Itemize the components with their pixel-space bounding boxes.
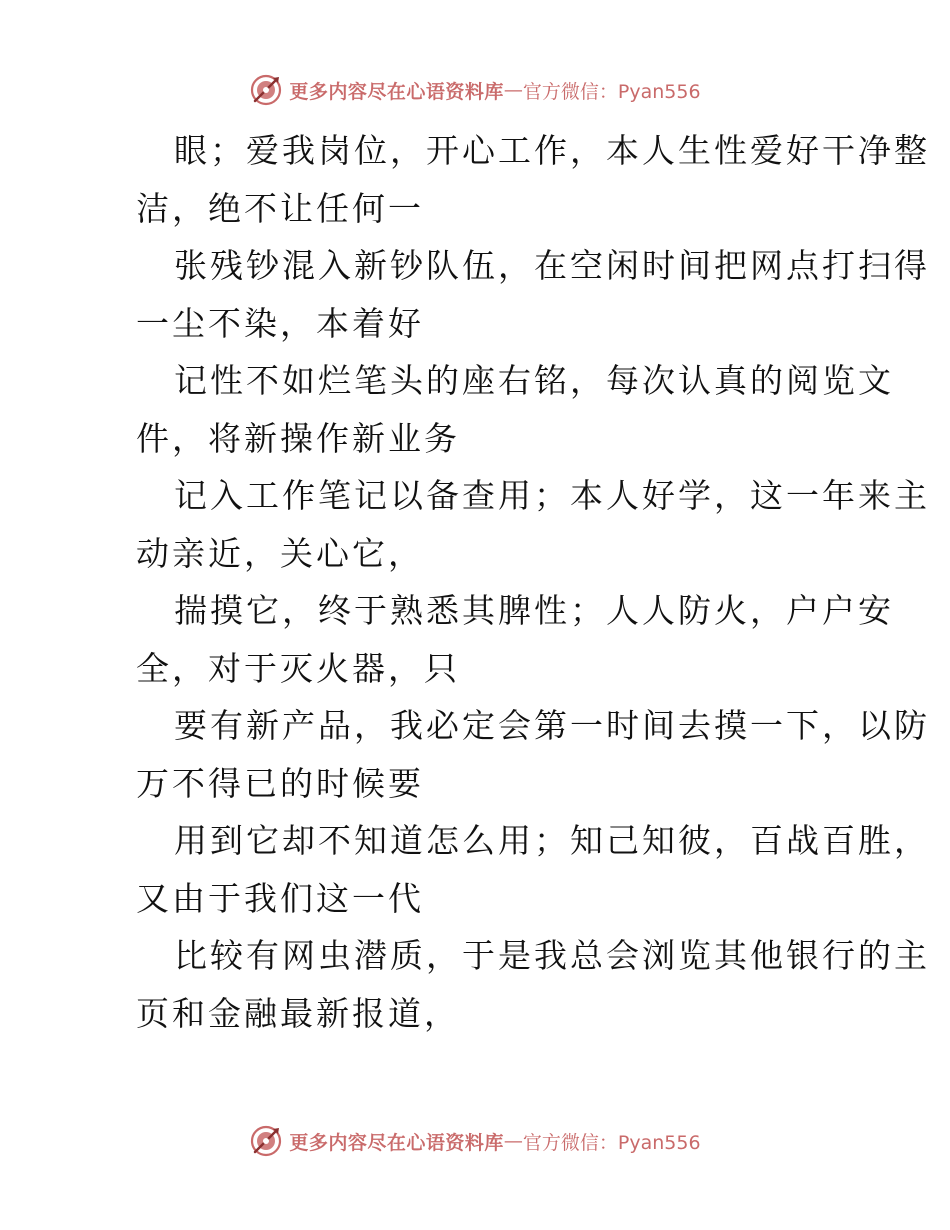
footer-separator: — (503, 1130, 523, 1152)
body-line: 记入工作笔记以备查用；本人好学，这一年来主 (174, 476, 930, 515)
body-line: 用到它却不知道怎么用；知己知彼，百战百胜， (174, 821, 930, 860)
body-line: 洁，绝不让任何一 (136, 188, 424, 228)
body-line: 记性不如烂笔头的座右铭，每次认真的阅览文 (174, 361, 894, 400)
body-line: 眼；爱我岗位，开心工作，本人生性爱好干净整 (174, 131, 930, 170)
body-paragraph (98, 122, 930, 1042)
header-site-text: 更多内容尽在心语资料库 (289, 80, 504, 103)
footer-wechat-text: 官方微信：Pyan556 (522, 1131, 701, 1154)
body-line: 一尘不染，本着好 (136, 303, 424, 343)
document-body (98, 122, 930, 1042)
header-separator: — (503, 79, 523, 101)
body-line: 页和金融最新报道， (136, 993, 460, 1033)
body-line: 全，对于灭火器，只 (136, 648, 460, 688)
footer-site-text: 更多内容尽在心语资料库 (289, 1131, 504, 1154)
body-line: 要有新产品，我必定会第一时间去摸一下，以防 (174, 706, 930, 745)
body-line: 动亲近，关心它， (136, 533, 424, 573)
header-banner (0, 70, 950, 110)
body-line: 又由于我们这一代 (136, 878, 424, 918)
quill-pen-seal-icon (249, 1124, 283, 1158)
header-wechat-text: 官方微信：Pyan556 (522, 80, 701, 103)
footer-banner (0, 1121, 950, 1161)
body-line: 件，将新操作新业务 (136, 418, 460, 458)
body-line: 比较有网虫潜质，于是我总会浏览其他银行的主 (174, 936, 930, 975)
body-line: 揣摸它，终于熟悉其脾性；人人防火，户户安 (174, 591, 894, 630)
quill-pen-seal-icon (249, 73, 283, 107)
body-line: 万不得已的时候要 (136, 763, 424, 803)
body-line: 张残钞混入新钞队伍，在空闲时间把网点打扫得 (174, 246, 930, 285)
